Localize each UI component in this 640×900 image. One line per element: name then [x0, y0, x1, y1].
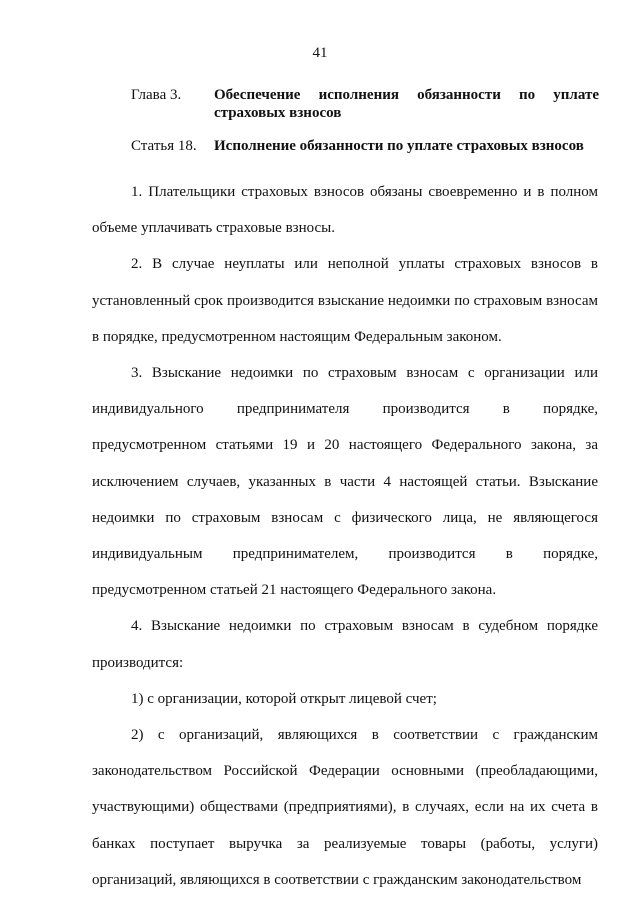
- chapter-label: Глава 3.: [131, 87, 182, 103]
- chapter-title: Обеспечение исполнения обязанности по уплате страховых взносов: [214, 87, 599, 121]
- article-body: [92, 174, 598, 898]
- article-title: Исполнение обязанности по уплате страховых взносов: [214, 138, 584, 154]
- paragraph-2: 2. В случае неуплаты или неполной уплаты страховых взносов в установленный срок производится взыскание недоимки по страховым взносам в порядке, предусмотренном настоящим Федеральным законом.: [92, 256, 598, 345]
- paragraph-1: 1. Плательщики страховых взносов обязаны своевременно и в полном объеме уплачивать страховые взносы.: [92, 184, 598, 237]
- page-number: 41: [312, 45, 328, 61]
- article-label: Статья 18.: [131, 138, 197, 154]
- paragraph-4: 4. Взыскание недоимки по страховым взносам в судебном порядке производится:: [92, 618, 598, 671]
- paragraph-4-item-2: 2) с организаций, являющихся в соответствии с гражданским законодательством Российской Федерации основными (преобладающими, участвующими) обществами (предприятиями), в случаях, если на их счета в банках поступает выручка за реализуемые товары (работы, услуги) организаций, являющихся в соответствии с гражданским законодательством: [92, 727, 598, 888]
- paragraph-3: 3. Взыскание недоимки по страховым взносам с организации или индивидуального предпринимателя производится в порядке, предусмотренном статьями 19 и 20 настоящего Федерального закона, за исключением случаев, указанных в части 4 настоящей статьи. Взыскание недоимки по страховым взносам с физического лица, не являющегося индивидуальным предпринимателем, производится в порядке, предусмотренном статьей 21 настоящего Федерального закона.: [92, 365, 598, 599]
- paragraph-4-item-1: 1) с организации, которой открыт лицевой счет;: [131, 690, 437, 707]
